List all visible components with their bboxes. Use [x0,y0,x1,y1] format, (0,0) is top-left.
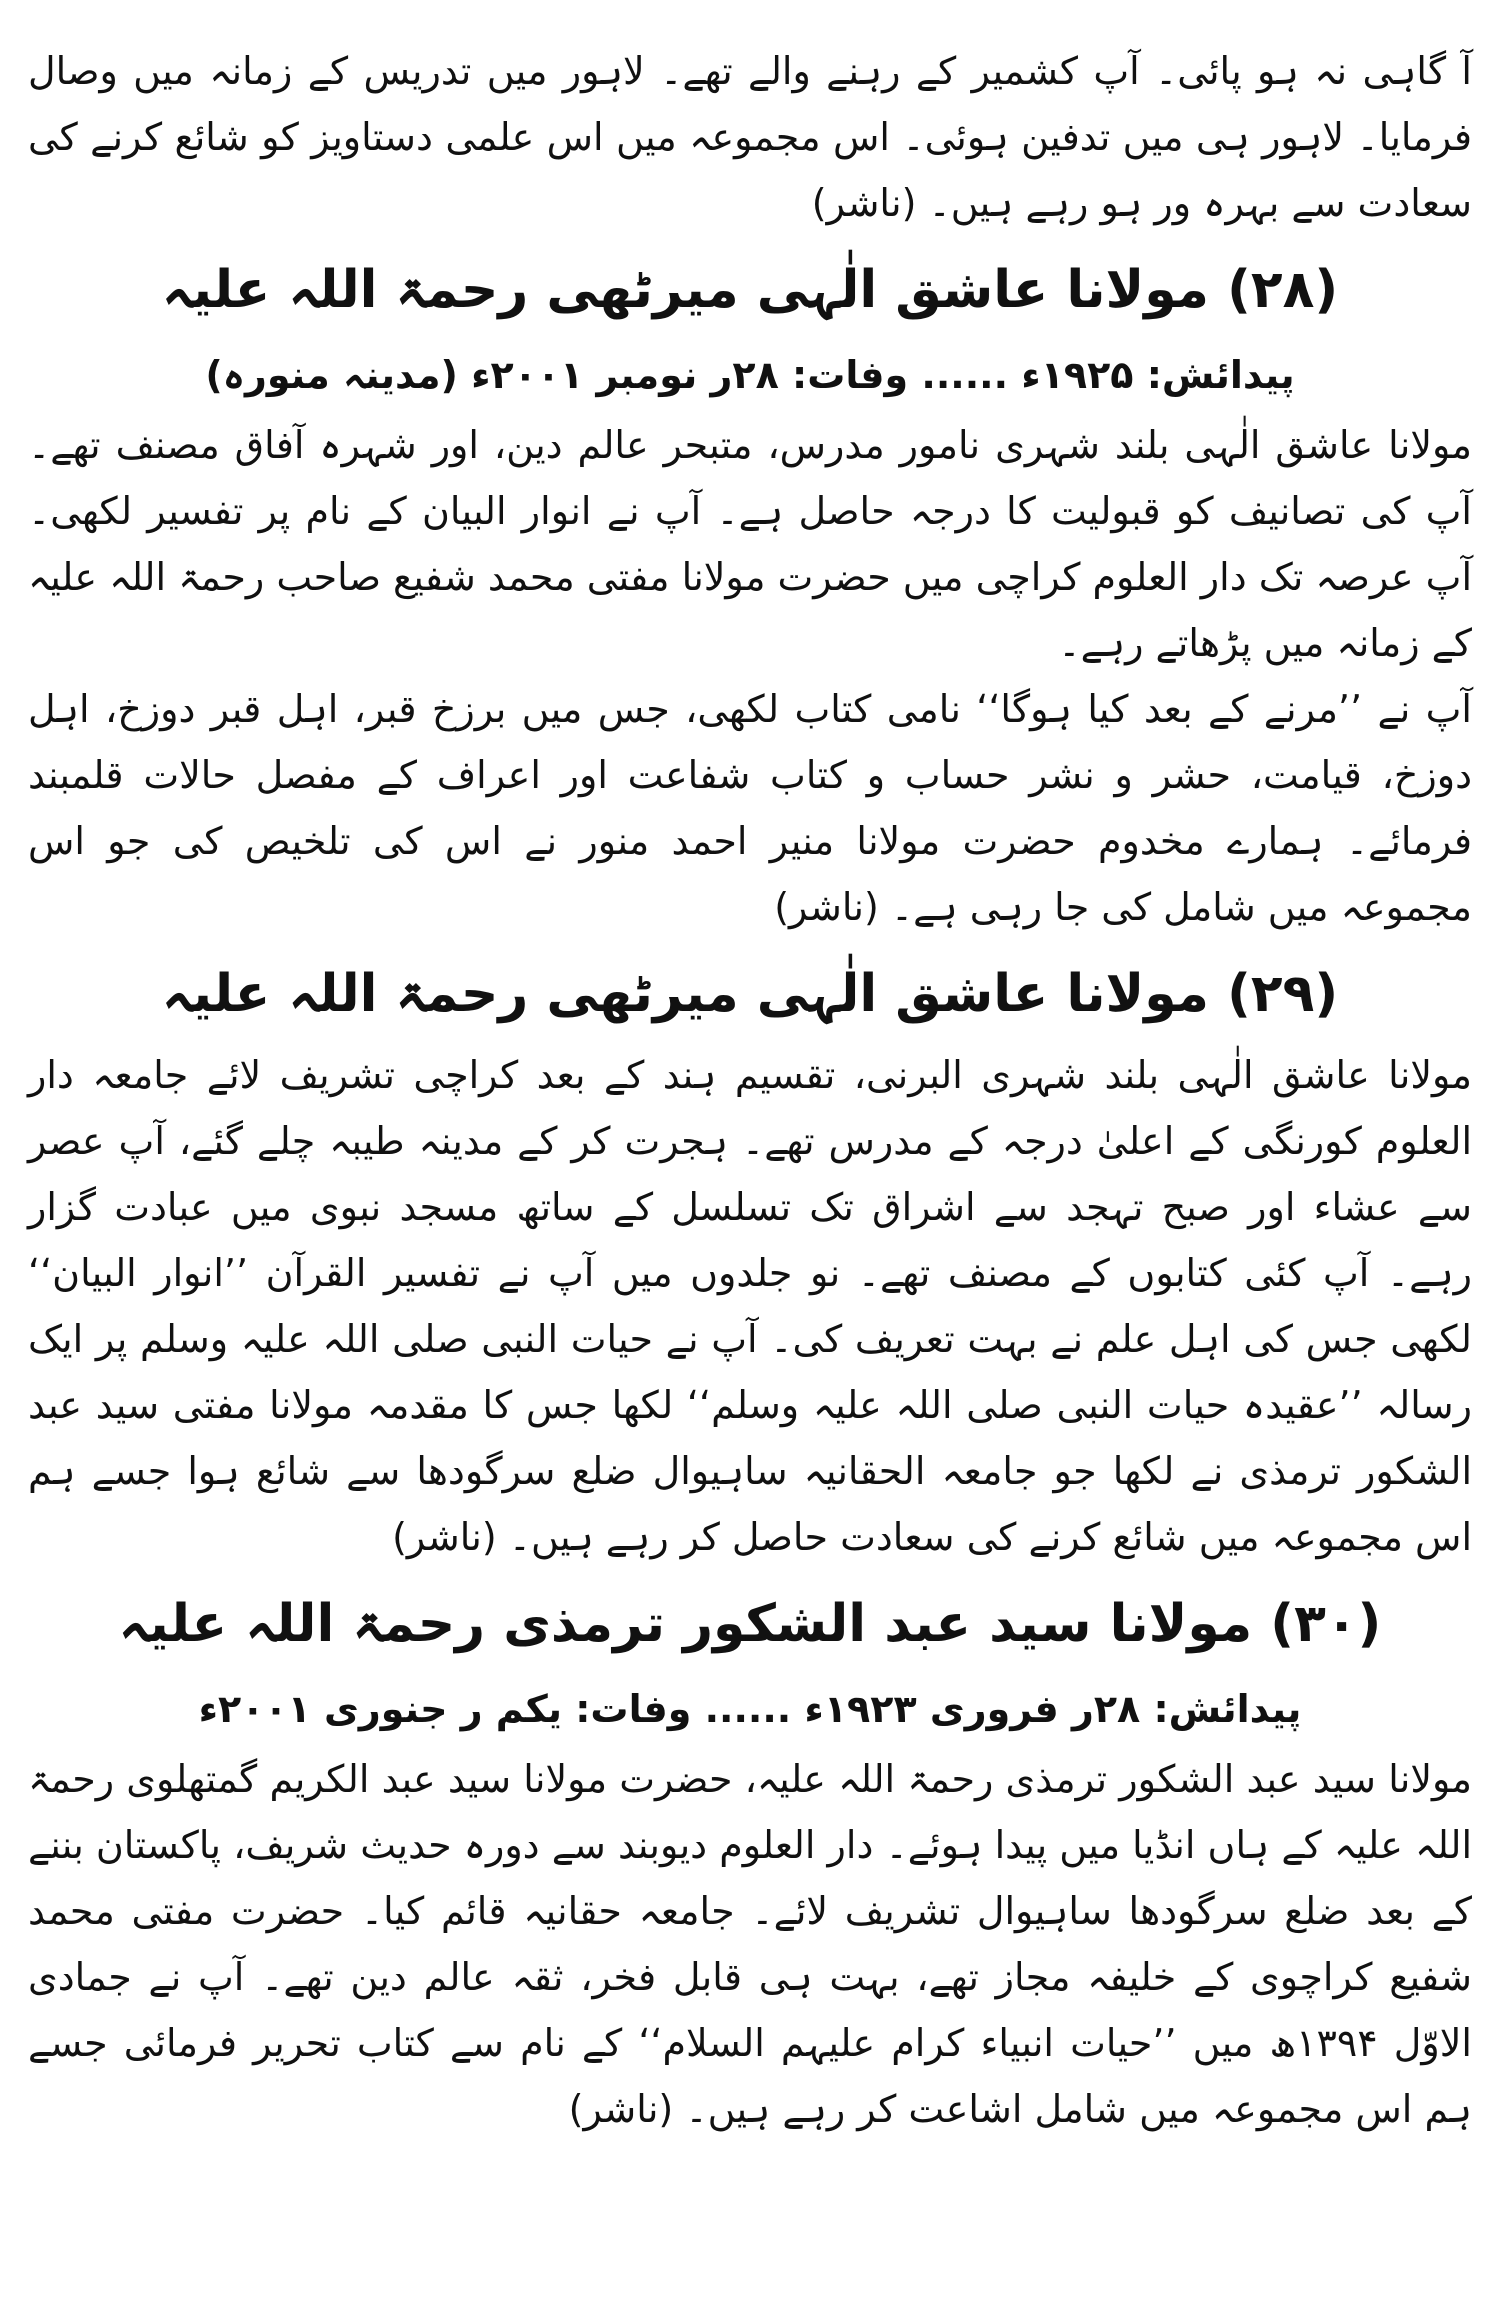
intro-paragraph: آ گاہی نہ ہو پائی۔ آپ کشمیر کے رہنے والے تھے۔ لاہور میں تدریس کے زمانہ میں وصال فرمایا۔ لاہور ہی میں تدفین ہوئی۔ اس مجموعہ میں اس علمی دستاویز کو شائع کرنے کی سعادت سے بہرہ ور ہو رہے ہیں۔ (ناشر) [28,49,1472,225]
section-28-dates: پیدائش: ۱۹۲۵ء ...... وفات: ۲۸ر نومبر ۲۰۰۱ء (مدینہ منورہ) [205,353,1295,397]
section-28-paragraph-1: مولانا عاشق الٰہی بلند شہری نامور مدرس، متبحر عالم دین، اور شہرہ آفاق مصنف تھے۔ آپ کی تصانیف کو قبولیت کا درجہ حاصل ہے۔ آپ نے انوار البیان کے نام پر تفسیر لکھی۔ آپ عرصہ تک دار العلوم کراچی میں حضرت مولانا مفتی محمد شفیع صاحب رحمۃ اللہ علیہ کے زمانہ میں پڑھاتے رہے۔ [28,423,1472,665]
section-28-paragraph-2: آپ نے ’’مرنے کے بعد کیا ہوگا‘‘ نامی کتاب لکھی، جس میں برزخ قبر، اہل قبر دوزخ، اہل دوزخ، قیامت، حشر و نشر حساب و کتاب شفاعت اور اعراف کے مفصل حالات قلمبند فرمائے۔ ہمارے مخدوم حضرت مولانا منیر احمد منور نے اس کی تلخیص کی جو اس مجموعہ میں شامل کی جا رہی ہے۔ (ناشر) [28,687,1472,929]
section-30-paragraph-1: مولانا سید عبد الشکور ترمذی رحمۃ اللہ علیہ، حضرت مولانا سید عبد الکریم گمتھلوی رحمۃ اللہ علیہ کے ہاں انڈیا میں پیدا ہوئے۔ دار العلوم دیوبند سے دورہ حدیث شریف، پاکستان بننے کے بعد ضلع سرگودھا ساہیوال تشریف لائے۔ جامعہ حقانیہ قائم کیا۔ حضرت مفتی محمد شفیع کراچوی کے خلیفہ مجاز تھے، بہت ہی قابل فخر، ثقہ عالم دین تھے۔ آپ نے جمادی الاوّل ۱۳۹۴ھ میں ’’حیات انبیاء کرام علیہم السلام‘‘ کے نام سے کتاب تحریر فرمائی جسے ہم اس مجموعہ میں شامل اشاعت کر رہے ہیں۔ (ناشر) [28,1757,1472,2131]
document-page [28,38,1472,2268]
section-30-dates: پیدائش: ۲۸ر فروری ۱۹۲۳ء ...... وفات: یکم ر جنوری ۲۰۰۱ء [198,1687,1302,1731]
section-30-heading: (۳۰) مولانا سید عبد الشکور ترمذی رحمۃ اللہ علیہ [118,1594,1382,1654]
section-29-paragraph-1: مولانا عاشق الٰہی بلند شہری البرنی، تقسیم ہند کے بعد کراچی تشریف لائے جامعہ دار العلوم کورنگی کے اعلیٰ درجہ کے مدرس تھے۔ ہجرت کر کے مدینہ طیبہ چلے گئے، آپ عصر سے عشاء اور صبح تہجد سے اشراق تک تسلسل کے ساتھ مسجد نبوی میں عبادت گزار رہے۔ آپ کئی کتابوں کے مصنف تھے۔ نو جلدوں میں آپ نے تفسیر القرآن ’’انوار البیان‘‘ لکھی جس کی اہل علم نے بہت تعریف کی۔ آپ نے حیات النبی صلی اللہ علیہ وسلم پر ایک رسالہ ’’عقیدہ حیات النبی صلی اللہ علیہ وسلم‘‘ لکھا جس کا مقدمہ مولانا مفتی سید عبد الشکور ترمذی نے لکھا جو جامعہ الحقانیہ ساہیوال ضلع سرگودھا سے شائع ہوا جسے ہم اس مجموعہ میں شائع کرنے کی سعادت حاصل کر رہے ہیں۔ (ناشر) [28,1053,1472,1559]
section-28-heading: (۲۸) مولانا عاشق الٰہی میرٹھی رحمۃ اللہ علیہ [161,260,1339,320]
section-29-heading: (۲۹) مولانا عاشق الٰہی میرٹھی رحمۃ اللہ علیہ [161,964,1339,1024]
